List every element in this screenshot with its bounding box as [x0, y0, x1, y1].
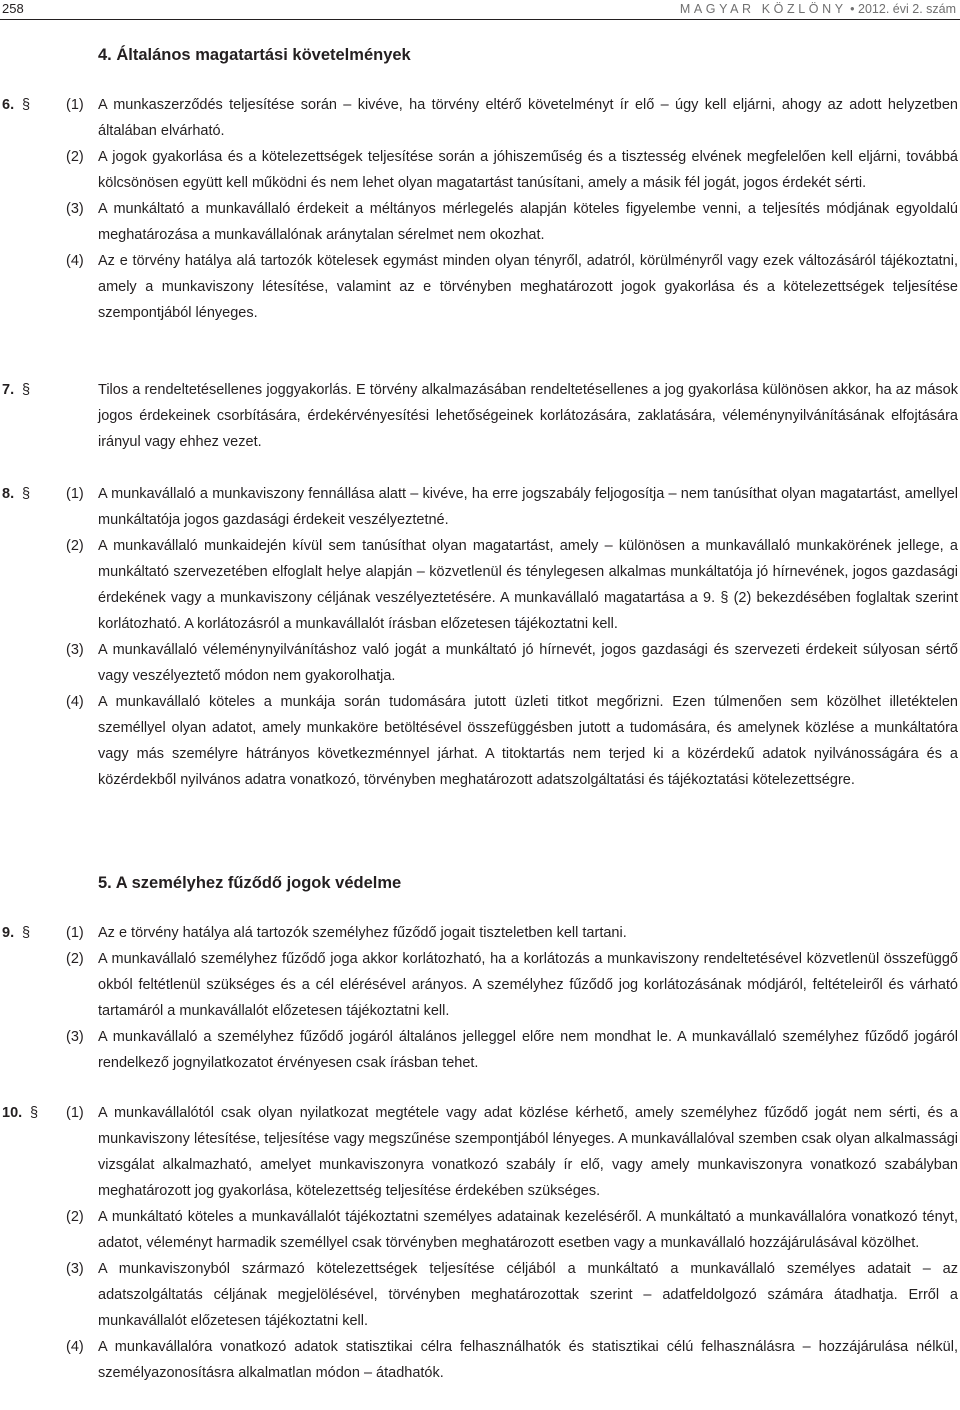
- paragraph-number: (4): [66, 694, 84, 710]
- section-number: 8.: [2, 486, 15, 502]
- paragraph-6-3: [0, 196, 960, 248]
- paragraph-number: (1): [66, 486, 84, 502]
- header-rule: [0, 19, 960, 20]
- section-number: 6.: [2, 97, 15, 113]
- paragraph-text: A munkavállaló a munkaviszony fennállása alatt – kivéve, ha erre jogszabály feljogosítja – nem tanúsíthat olyan magatartást, amellyel munkáltatója jogos gazdasági érdekeit veszélyeztetné.: [98, 486, 958, 528]
- paragraph-text: A munkavállalótól csak olyan nyilatkozat megtétele vagy adat közlése kérhető, amely személyhez fűződő jogát nem sérti, és a munkaviszony létesítése, teljesítése vagy megszűnése szempontjából lényeges. A munkavállalóval szemben csak olyan alkalmassági vizsgálat alkalmazható, amelyet munkaviszonyra vonatkozó szabály ír elő, vagy amely munkaviszonyra vonatkozó szabályban meghatározott jog gyakorlása, kötelezettség teljesítése érdekében szükséges.: [98, 1105, 958, 1199]
- publication-title: MAGYAR KÖZLÖNY: [679, 2, 847, 16]
- paragraph-number: (1): [66, 97, 84, 113]
- section-symbol: §: [30, 1105, 39, 1121]
- paragraph-text: A munkavállaló a személyhez fűződő jogáról általános jelleggel előre nem mondhat le. A munkavállaló személyhez fűződő jogáról rendelkező jognyilatkozatot érvényesen csak írásban tehet.: [98, 1029, 958, 1071]
- paragraph-10-4: [0, 1334, 960, 1386]
- section-10: [0, 1100, 960, 1386]
- section-8: [0, 481, 960, 793]
- paragraph-text: A munkavállaló személyhez fűződő joga akkor korlátozható, ha a korlátozás a munkaviszony rendeltetésével közvetlenül összefüggő okból feltétlenül szükséges és a cél elérésével arányos. A személyhez fűződő jog korlátozásának módjáról, feltételeiről és várható tartamáról a munkavállalót előzetesen tájékoztatni kell.: [98, 951, 958, 1019]
- paragraph-8-3: [0, 637, 960, 689]
- chapter-4-title: 4. Általános magatartási követelmények: [98, 46, 411, 64]
- paragraph-10-1: [0, 1100, 960, 1204]
- section-7: [0, 377, 960, 455]
- paragraph-text: A munkáltató köteles a munkavállalót tájékoztatni személyes adatainak kezeléséről. A munkáltató a munkavállalóra vonatkozó tényt, adatot, véleményt harmadik személlyel csak törvényben meghatározott esetben vagy a munkavállaló hozzájárulásával közölhet.: [98, 1209, 958, 1251]
- paragraph-6-2: [0, 144, 960, 196]
- paragraph-6-4: [0, 248, 960, 326]
- paragraph-6-1: [0, 92, 960, 144]
- section-symbol: §: [22, 486, 31, 502]
- paragraph-number: (2): [66, 149, 84, 165]
- issue-number: 2012. évi 2. szám: [858, 2, 956, 16]
- paragraph-text: A munkavállalóra vonatkozó adatok statisztikai célra felhasználhatók és statisztikai célú felhasználásra – hozzájárulása nélkül, személyazonosításra alkalmatlan módon – átadhatók.: [98, 1339, 958, 1381]
- page-number: 258: [2, 1, 24, 16]
- section-symbol: §: [22, 382, 31, 398]
- paragraph-9-1: [0, 920, 960, 946]
- paragraph-number: (3): [66, 642, 84, 658]
- paragraph-8-1: [0, 481, 960, 533]
- paragraph-number: (4): [66, 1339, 84, 1355]
- paragraph-number: (3): [66, 201, 84, 217]
- paragraph-number: (1): [66, 925, 84, 941]
- paragraph-number: (2): [66, 538, 84, 554]
- paragraph-10-2: [0, 1204, 960, 1256]
- paragraph-text: A munkavállaló munkaidején kívül sem tanúsíthat olyan magatartást, amely – különösen a munkavállaló munkakörének jellege, a munkáltató szervezetében elfoglalt helye alapján – közvetlenül és ténylegesen alkalmas munkáltatója jó hírnevének, jogos gazdasági érdekének vagy a munkaviszony céljának veszélyeztetésére. A munkavállaló magatartása a 9. § (2) bekezdésében foglaltak szerint korlátozható. A korlátozásról a munkavállalót írásban előzetesen tájékoztatni kell.: [98, 538, 958, 632]
- paragraph-number: (3): [66, 1261, 84, 1277]
- paragraph-text: Az e törvény hatálya alá tartozók kötelesek egymást minden olyan tényről, adatról, körülményről vagy ezek változásáról tájékoztatni, amely a munkaviszony létesítése, valamint az e törvényben meghatározott jogok gyakorlása és a kötelezettségek teljesítése szempontjából lényeges.: [98, 253, 958, 321]
- chapter-5-title: 5. A személyhez fűződő jogok védelme: [98, 874, 402, 892]
- paragraph-9-3: [0, 1024, 960, 1076]
- section-number: 10.: [2, 1105, 23, 1121]
- paragraph-8-4: [0, 689, 960, 793]
- page-header: [0, 0, 960, 20]
- paragraph-text: A munkaszerződés teljesítése során – kivéve, ha törvény eltérő követelményt ír elő – úgy kell eljárni, ahogy az adott helyzetben általában elvárható.: [98, 97, 958, 139]
- section-symbol: §: [22, 97, 31, 113]
- section-6: [0, 92, 960, 326]
- paragraph-number: (2): [66, 1209, 84, 1225]
- paragraph-text: A munkaviszonyból származó kötelezettségek teljesítése céljából a munkáltató a munkavállaló személyes adatait – az adatszolgáltatás céljának megjelölésével, törvényben meghatározottak szerint – adatfeldolgozó számára átadhatja. Erről a munkavállalót előzetesen tájékoztatni kell.: [98, 1261, 958, 1329]
- section-number: 9.: [2, 925, 15, 941]
- paragraph-9-2: [0, 946, 960, 1024]
- publication-info: [680, 0, 956, 18]
- paragraph-number: (3): [66, 1029, 84, 1045]
- section-symbol: §: [22, 925, 31, 941]
- paragraph-text: Az e törvény hatálya alá tartozók személyhez fűződő jogait tiszteletben kell tartani.: [98, 925, 627, 941]
- paragraph-8-2: [0, 533, 960, 637]
- bullet-separator: •: [850, 2, 855, 16]
- paragraph-number: (4): [66, 253, 84, 269]
- paragraph-text: A munkavállaló köteles a munkája során tudomására jutott üzleti titkot megőrizni. Ezen túlmenően sem közölhet illetéktelen személlyel olyan adatot, amely munkaköre betöltésével összefüggésben jutott a tudomására, és amelynek közlése a munkáltatóra vagy más személyre hátrányos következménnyel járhat. A titoktartás nem terjed ki a közérdekű adatok nyilvánosságára és a közérdekből nyilvános adatra vonatkozó, törvényben meghatározott adatszolgáltatási és tájékoztatási kötelezettségre.: [98, 694, 958, 788]
- paragraph-10-3: [0, 1256, 960, 1334]
- section-7-text: Tilos a rendeltetésellenes joggyakorlás. E törvény alkalmazásában rendeltetésellenes a jog gyakorlása különösen akkor, ha az mások jogos érdekeinek csorbítására, érdekérvényesítési lehetőségeinek korlátozására, zaklatására, véleménynyilvánításának elfojtására irányul vagy ehhez vezet.: [98, 382, 958, 450]
- paragraph-number: (2): [66, 951, 84, 967]
- paragraph-text: A munkavállaló véleménynyilvánításhoz való jogát a munkáltató jó hírnevét, jogos gazdasági és szervezeti érdekeit súlyosan sértő vagy veszélyeztető módon nem gyakorolhatja.: [98, 642, 958, 684]
- paragraph-text: A munkáltató a munkavállaló érdekeit a méltányos mérlegelés alapján köteles figyelembe venni, a teljesítés módjának egyoldalú meghatározása a munkavállalónak aránytalan sérelmet nem okozhat.: [98, 201, 958, 243]
- section-number: 7.: [2, 382, 15, 398]
- paragraph-text: A jogok gyakorlása és a kötelezettségek teljesítése során a jóhiszeműség és a tisztesség elvének megfelelően kell eljárni, továbbá kölcsönösen együtt kell működni és nem lehet olyan magatartást tanúsítani, amely a másik fél jogát, jogos érdekét sérti.: [98, 149, 958, 191]
- paragraph-number: (1): [66, 1105, 84, 1121]
- section-9: [0, 920, 960, 1076]
